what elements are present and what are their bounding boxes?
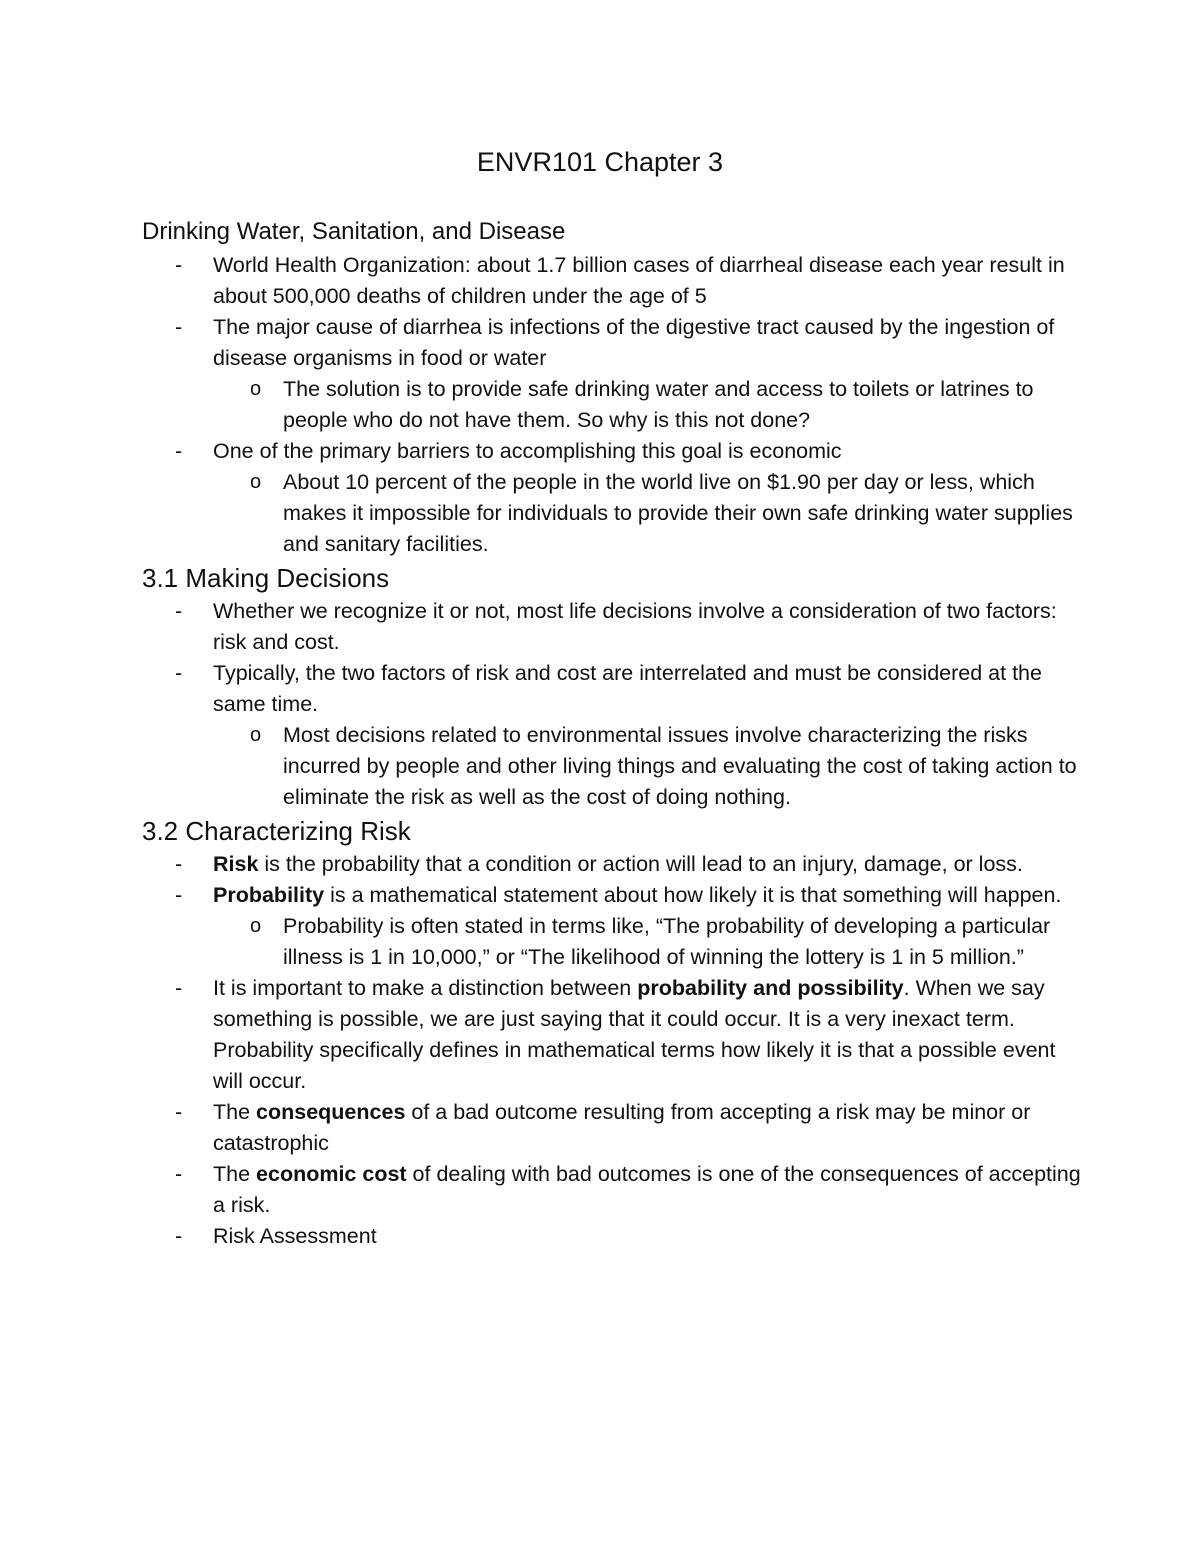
dash-bullet: - <box>175 599 183 623</box>
list-item-text: Risk Assessment <box>213 1224 377 1248</box>
key-term: economic cost <box>256 1162 407 1186</box>
sublist <box>142 720 1082 813</box>
sublist-item-text: Most decisions related to environmental issues involve characterizing the risks incurred by people and other living things and evaluating the cost of taking action to eliminate the risk as well as the cost of doing nothing. <box>283 723 1077 809</box>
list-item-text-before: The <box>213 1100 257 1124</box>
sublist-item <box>142 911 1082 973</box>
section-heading-drinking-water: Drinking Water, Sanitation, and Disease <box>142 218 566 245</box>
sublist-item <box>142 467 1082 560</box>
key-term: Probability <box>213 883 325 907</box>
dash-bullet: - <box>175 253 183 277</box>
sublist <box>142 467 1082 560</box>
list-item <box>142 1097 1082 1159</box>
document-body <box>142 214 1082 1252</box>
key-term: Risk <box>213 852 259 876</box>
circle-bullet: o <box>250 724 262 746</box>
section-heading-characterizing-risk: 3.2 Characterizing Risk <box>142 816 411 846</box>
list-item <box>142 1221 1082 1252</box>
dash-bullet: - <box>175 661 183 685</box>
dash-bullet: - <box>175 883 183 907</box>
section-list-drinking-water <box>142 250 1082 560</box>
key-term: probability and possibility <box>637 976 904 1000</box>
list-item-text: Whether we recognize it or not, most life decisions involve a consideration of two factors: risk and cost. <box>213 599 1057 654</box>
circle-bullet: o <box>250 915 262 937</box>
list-item <box>142 1159 1082 1221</box>
list-item <box>142 596 1082 658</box>
list-item <box>142 658 1082 813</box>
list-item <box>142 312 1082 436</box>
sublist-item-text: Probability is often stated in terms like, “The probability of developing a particular illness is 1 in 10,000,” or “The likelihood of winning the lottery is 1 in 5 million.” <box>283 914 1051 969</box>
dash-bullet: - <box>175 976 183 1000</box>
list-item-text-after: is a mathematical statement about how likely it is that something will happen. <box>324 883 1062 907</box>
list-item-text: The major cause of diarrhea is infections of the digestive tract caused by the ingestion of disease organisms in food or water <box>213 315 1055 370</box>
dash-bullet: - <box>175 439 183 463</box>
sublist-item <box>142 374 1082 436</box>
dash-bullet: - <box>175 1224 183 1248</box>
dash-bullet: - <box>175 1100 183 1124</box>
list-item <box>142 250 1082 312</box>
list-item-text-after: of dealing with bad outcomes is one of the consequences of accepting a risk. <box>213 1162 1081 1217</box>
circle-bullet: o <box>250 378 262 400</box>
key-term: consequences <box>256 1100 406 1124</box>
sublist-item-text: About 10 percent of the people in the world live on $1.90 per day or less, which makes it impossible for individuals to provide their own safe drinking water supplies and sanitary facilities. <box>283 470 1073 556</box>
list-item-text-after: is the probability that a condition or action will lead to an injury, damage, or loss. <box>258 852 1023 876</box>
dash-bullet: - <box>175 852 183 876</box>
section-list-making-decisions <box>142 596 1082 813</box>
list-item-text-before: It is important to make a distinction between <box>213 976 638 1000</box>
list-item-text: World Health Organization: about 1.7 billion cases of diarrheal disease each year result in about 500,000 deaths of children under the age of 5 <box>213 253 1065 308</box>
circle-bullet: o <box>250 471 262 493</box>
list-item <box>142 849 1082 880</box>
sublist-item <box>142 720 1082 813</box>
list-item-text-after: of a bad outcome resulting from accepting a risk may be minor or catastrophic <box>213 1100 1031 1155</box>
section-heading-making-decisions: 3.1 Making Decisions <box>142 563 390 593</box>
list-item-text: Typically, the two factors of risk and cost are interrelated and must be considered at the same time. <box>213 661 1042 716</box>
sublist <box>142 911 1082 973</box>
section-list-characterizing-risk <box>142 849 1082 1252</box>
list-item <box>142 973 1082 1097</box>
sublist <box>142 374 1082 436</box>
list-item-text: One of the primary barriers to accomplishing this goal is economic <box>213 439 842 463</box>
sublist-item-text: The solution is to provide safe drinking water and access to toilets or latrines to people who do not have them. So why is this not done? <box>283 377 1034 432</box>
dash-bullet: - <box>175 1162 183 1186</box>
dash-bullet: - <box>175 315 183 339</box>
list-item-text-after: . When we say something is possible, we are just saying that it could occur. It is a very inexact term. Probability specifically defines in mathematical terms how likely it is that a possible event will occur. <box>213 976 1056 1093</box>
document-title: ENVR101 Chapter 3 <box>476 147 724 177</box>
list-item <box>142 880 1082 973</box>
list-item-text-before: The <box>213 1162 257 1186</box>
list-item <box>142 436 1082 560</box>
